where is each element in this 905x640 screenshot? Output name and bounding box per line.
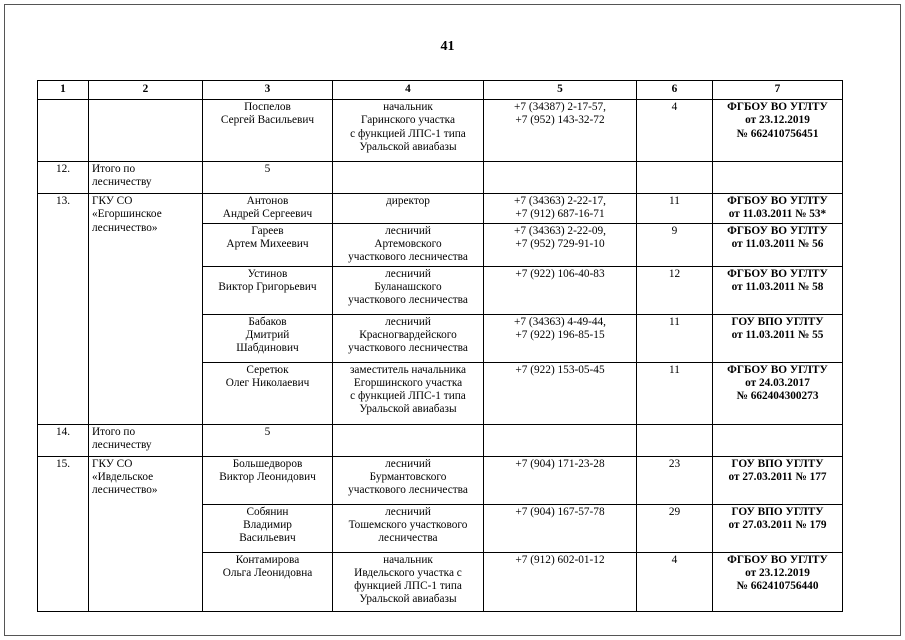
empty-cell	[713, 424, 843, 456]
education: ФГБОУ ВО УГЛТУ от 11.03.2011 № 53*	[713, 194, 843, 224]
count: 9	[637, 223, 713, 266]
count: 23	[637, 456, 713, 504]
row-number: 15.	[38, 456, 89, 611]
total-label: Итого по лесничеству	[89, 162, 203, 194]
person-name: Антонов Андрей Сергеевич	[203, 194, 333, 224]
column-header: 2	[89, 81, 203, 100]
position: начальник Ивдельского участка с функцией ЛПС-1 типа Уральской авиабазы	[333, 552, 484, 611]
person-name: Серетюк Олег Николаевич	[203, 362, 333, 424]
education: ФГБОУ ВО УГЛТУ от 11.03.2011 № 56	[713, 223, 843, 266]
empty-cell	[89, 100, 203, 162]
position: лесничий Тошемского участкового лесничества	[333, 504, 484, 552]
count: 11	[637, 194, 713, 224]
empty-cell	[713, 162, 843, 194]
phone: +7 (904) 167-57-78	[484, 504, 637, 552]
education: ФГБОУ ВО УГЛТУ от 11.03.2011 № 58	[713, 266, 843, 314]
count: 4	[637, 100, 713, 162]
table-row	[38, 194, 843, 224]
education: ГОУ ВПО УГЛТУ от 27.03.2011 № 177	[713, 456, 843, 504]
count: 4	[637, 552, 713, 611]
header-row	[38, 81, 843, 100]
empty-cell	[637, 424, 713, 456]
person-name: Гареев Артем Михеевич	[203, 223, 333, 266]
row-number: 13.	[38, 194, 89, 425]
staff-table	[37, 80, 843, 612]
phone: +7 (34387) 2-17-57, +7 (952) 143-32-72	[484, 100, 637, 162]
row-number: 12.	[38, 162, 89, 194]
position: лесничий Красногвардейского участкового лесничества	[333, 314, 484, 362]
person-name: Контамирова Ольга Леонидовна	[203, 552, 333, 611]
person-name: Поспелов Сергей Васильевич	[203, 100, 333, 162]
education: ГОУ ВПО УГЛТУ от 27.03.2011 № 179	[713, 504, 843, 552]
position: лесничий Бурмантовского участкового лесничества	[333, 456, 484, 504]
empty-cell	[333, 424, 484, 456]
count: 29	[637, 504, 713, 552]
phone: +7 (34363) 2-22-17, +7 (912) 687-16-71	[484, 194, 637, 224]
column-header: 4	[333, 81, 484, 100]
education: ФГБОУ ВО УГЛТУ от 23.12.2019 № 662410756440	[713, 552, 843, 611]
person-name: Бабаков Дмитрий Шабдинович	[203, 314, 333, 362]
column-header: 1	[38, 81, 89, 100]
position: заместитель начальника Егоршинского участка с функцией ЛПС-1 типа Уральской авиабазы	[333, 362, 484, 424]
page-number: 41	[440, 39, 455, 54]
total-count: 5	[203, 162, 333, 194]
column-header: 5	[484, 81, 637, 100]
column-header: 6	[637, 81, 713, 100]
total-count: 5	[203, 424, 333, 456]
position: начальник Гаринского участка с функцией ЛПС-1 типа Уральской авиабазы	[333, 100, 484, 162]
phone: +7 (912) 602-01-12	[484, 552, 637, 611]
empty-cell	[484, 162, 637, 194]
organization-name: ГКУ СО «Егоршинское лесничество»	[89, 194, 203, 425]
column-header: 3	[203, 81, 333, 100]
count: 11	[637, 362, 713, 424]
table-row	[38, 100, 843, 162]
table-row	[38, 456, 843, 504]
education: ФГБОУ ВО УГЛТУ от 23.12.2019 № 662410756451	[713, 100, 843, 162]
position: лесничий Буланашского участкового лесничества	[333, 266, 484, 314]
phone: +7 (34363) 2-22-09, +7 (952) 729-91-10	[484, 223, 637, 266]
empty-cell	[333, 162, 484, 194]
total-label: Итого по лесничеству	[89, 424, 203, 456]
column-header: 7	[713, 81, 843, 100]
empty-cell	[637, 162, 713, 194]
position: лесничий Артемовского участкового лесничества	[333, 223, 484, 266]
row-number: 14.	[38, 424, 89, 456]
position: директор	[333, 194, 484, 224]
phone: +7 (904) 171-23-28	[484, 456, 637, 504]
phone: +7 (34363) 4-49-44, +7 (922) 196-85-15	[484, 314, 637, 362]
person-name: Большедворов Виктор Леонидович	[203, 456, 333, 504]
education: ГОУ ВПО УГЛТУ от 11.03.2011 № 55	[713, 314, 843, 362]
person-name: Собянин Владимир Васильевич	[203, 504, 333, 552]
phone: +7 (922) 106-40-83	[484, 266, 637, 314]
person-name: Устинов Виктор Григорьевич	[203, 266, 333, 314]
education: ФГБОУ ВО УГЛТУ от 24.03.2017 № 662404300273	[713, 362, 843, 424]
count: 12	[637, 266, 713, 314]
total-row	[38, 162, 843, 194]
count: 11	[637, 314, 713, 362]
phone: +7 (922) 153-05-45	[484, 362, 637, 424]
organization-name: ГКУ СО «Ивдельское лесничество»	[89, 456, 203, 611]
empty-cell	[38, 100, 89, 162]
empty-cell	[484, 424, 637, 456]
total-row	[38, 424, 843, 456]
